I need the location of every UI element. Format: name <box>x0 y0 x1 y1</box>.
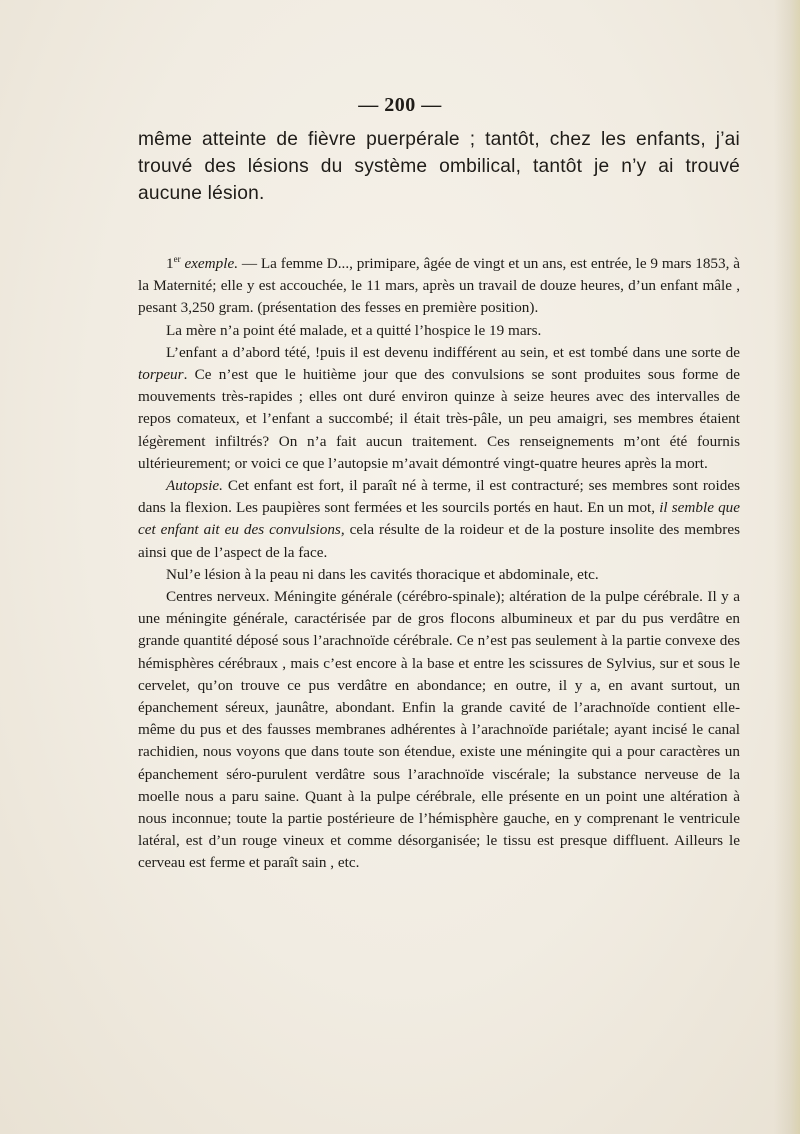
ordinal-number: 1 <box>166 255 174 272</box>
autopsy-text-start: Cet enfant est fort, il paraît né à terme, il est contracturé; ses membres sont roides dans la flexion. Les paupières sont fermées et les sourcils portés en haut. En un mot, <box>138 477 740 517</box>
intro-paragraph: même atteinte de fièvre puerpérale ; tantôt, chez les enfants, j’ai trouvé des lésions du système ombilical, tantôt je n’y ai trouvé aucune lésion. <box>138 129 740 204</box>
ordinal-suffix: er <box>173 254 181 264</box>
paragraph-no-lesion: Nul’e lésion à la peau ni dans les cavités thoracique et abdominale, etc. <box>166 565 599 583</box>
exemple-label: exemple. <box>180 255 238 272</box>
history-text-start: L’enfant a d’abord tété, !puis il est devenu indifférent au sein, et est tombé dans une sorte de <box>166 343 740 361</box>
page-number: — 200 — <box>358 94 442 116</box>
torpeur-term: torpeur <box>138 366 184 384</box>
autopsy-italic-phrase: il semble que cet enfant ait eu des convulsions <box>138 499 740 539</box>
body-text <box>138 253 740 875</box>
history-text-end: . Ce n’est que le huitième jour que des convulsions se sont produites sous forme de mouvements très-rapides ; elles ont duré environ quinze à seize heures avec des intervalles de repos comateux, et l’enfant a succombé; il était très-pâle, un peu amaigri, ses membres étaient légèrement infiltrés? On n’a fait aucun traitement. Ces renseignements m’ont été fournis ultérieurement; or voici ce que l’autopsie m’avait démontré vingt-quatre heures après la mort. <box>138 366 740 472</box>
paragraph-autopsy <box>138 475 740 564</box>
paragraph-exemple <box>138 253 740 320</box>
page-edge-shadow <box>774 0 800 1134</box>
paragraph-nervous-centers: Centres nerveux. Méningite générale (cérébro-spinale); altération de la pulpe cérébrale. Il y a une méningite générale, caractérisée par de gros flocons albumineux et par du pus verdâtre en grande quantité déposé sous l’arachnoïde cérébrale. Ce n’est pas seulement à la partie convexe des hémisphères cérébraux , mais c’est encore à la base et entre les scissures de Sylvius, sur et sous le cervelet, qu’on trouve ce pus verdâtre en abondance; en outre, il y a, en avant surtout, un épanchement séreux, jaunâtre, abondant. Enfin la grande cavité de l’arachnoïde contient elle-même du pus et des fausses membranes adhérentes à l’arachnoïde pariétale; ayant incisé le canal rachidien, nous voyons que dans toute son étendue, existe une méningite qui a pour caractères un épanchement séro-purulent verdâtre sous l’arachnoïde viscérale; la substance nerveuse de la moelle nous a paru saine. Quant à la pulpe cérébrale, elle présente en un point une altération à nous inconnue; toute la partie postérieure de l’hémisphère gauche, en y comprenant le ventricule latéral, est d’un rouge vineux et comme désorganisée; le tissu est presque diffluent. Ailleurs le cerveau est ferme et paraît sain , etc. <box>138 588 740 872</box>
autopsy-text-end: , cela résulte de la roideur et de la posture insolite des membres ainsi que de l’aspect de la face. <box>138 521 740 561</box>
paragraph-child-history <box>138 342 740 475</box>
paragraph-mother: La mère n’a point été malade, et a quitté l’hospice le 19 mars. <box>166 321 542 339</box>
autopsy-label: Autopsie. <box>166 477 223 495</box>
exemple-text: — La femme D..., primipare, âgée de vingt et un ans, est entrée, le 9 mars 1853, à la Maternité; elle y est accouchée, le 11 mars, après un travail de douze heures, d’un enfant mâle , pesant 3,250 gram. (présentation des fesses en première position). <box>138 255 740 317</box>
